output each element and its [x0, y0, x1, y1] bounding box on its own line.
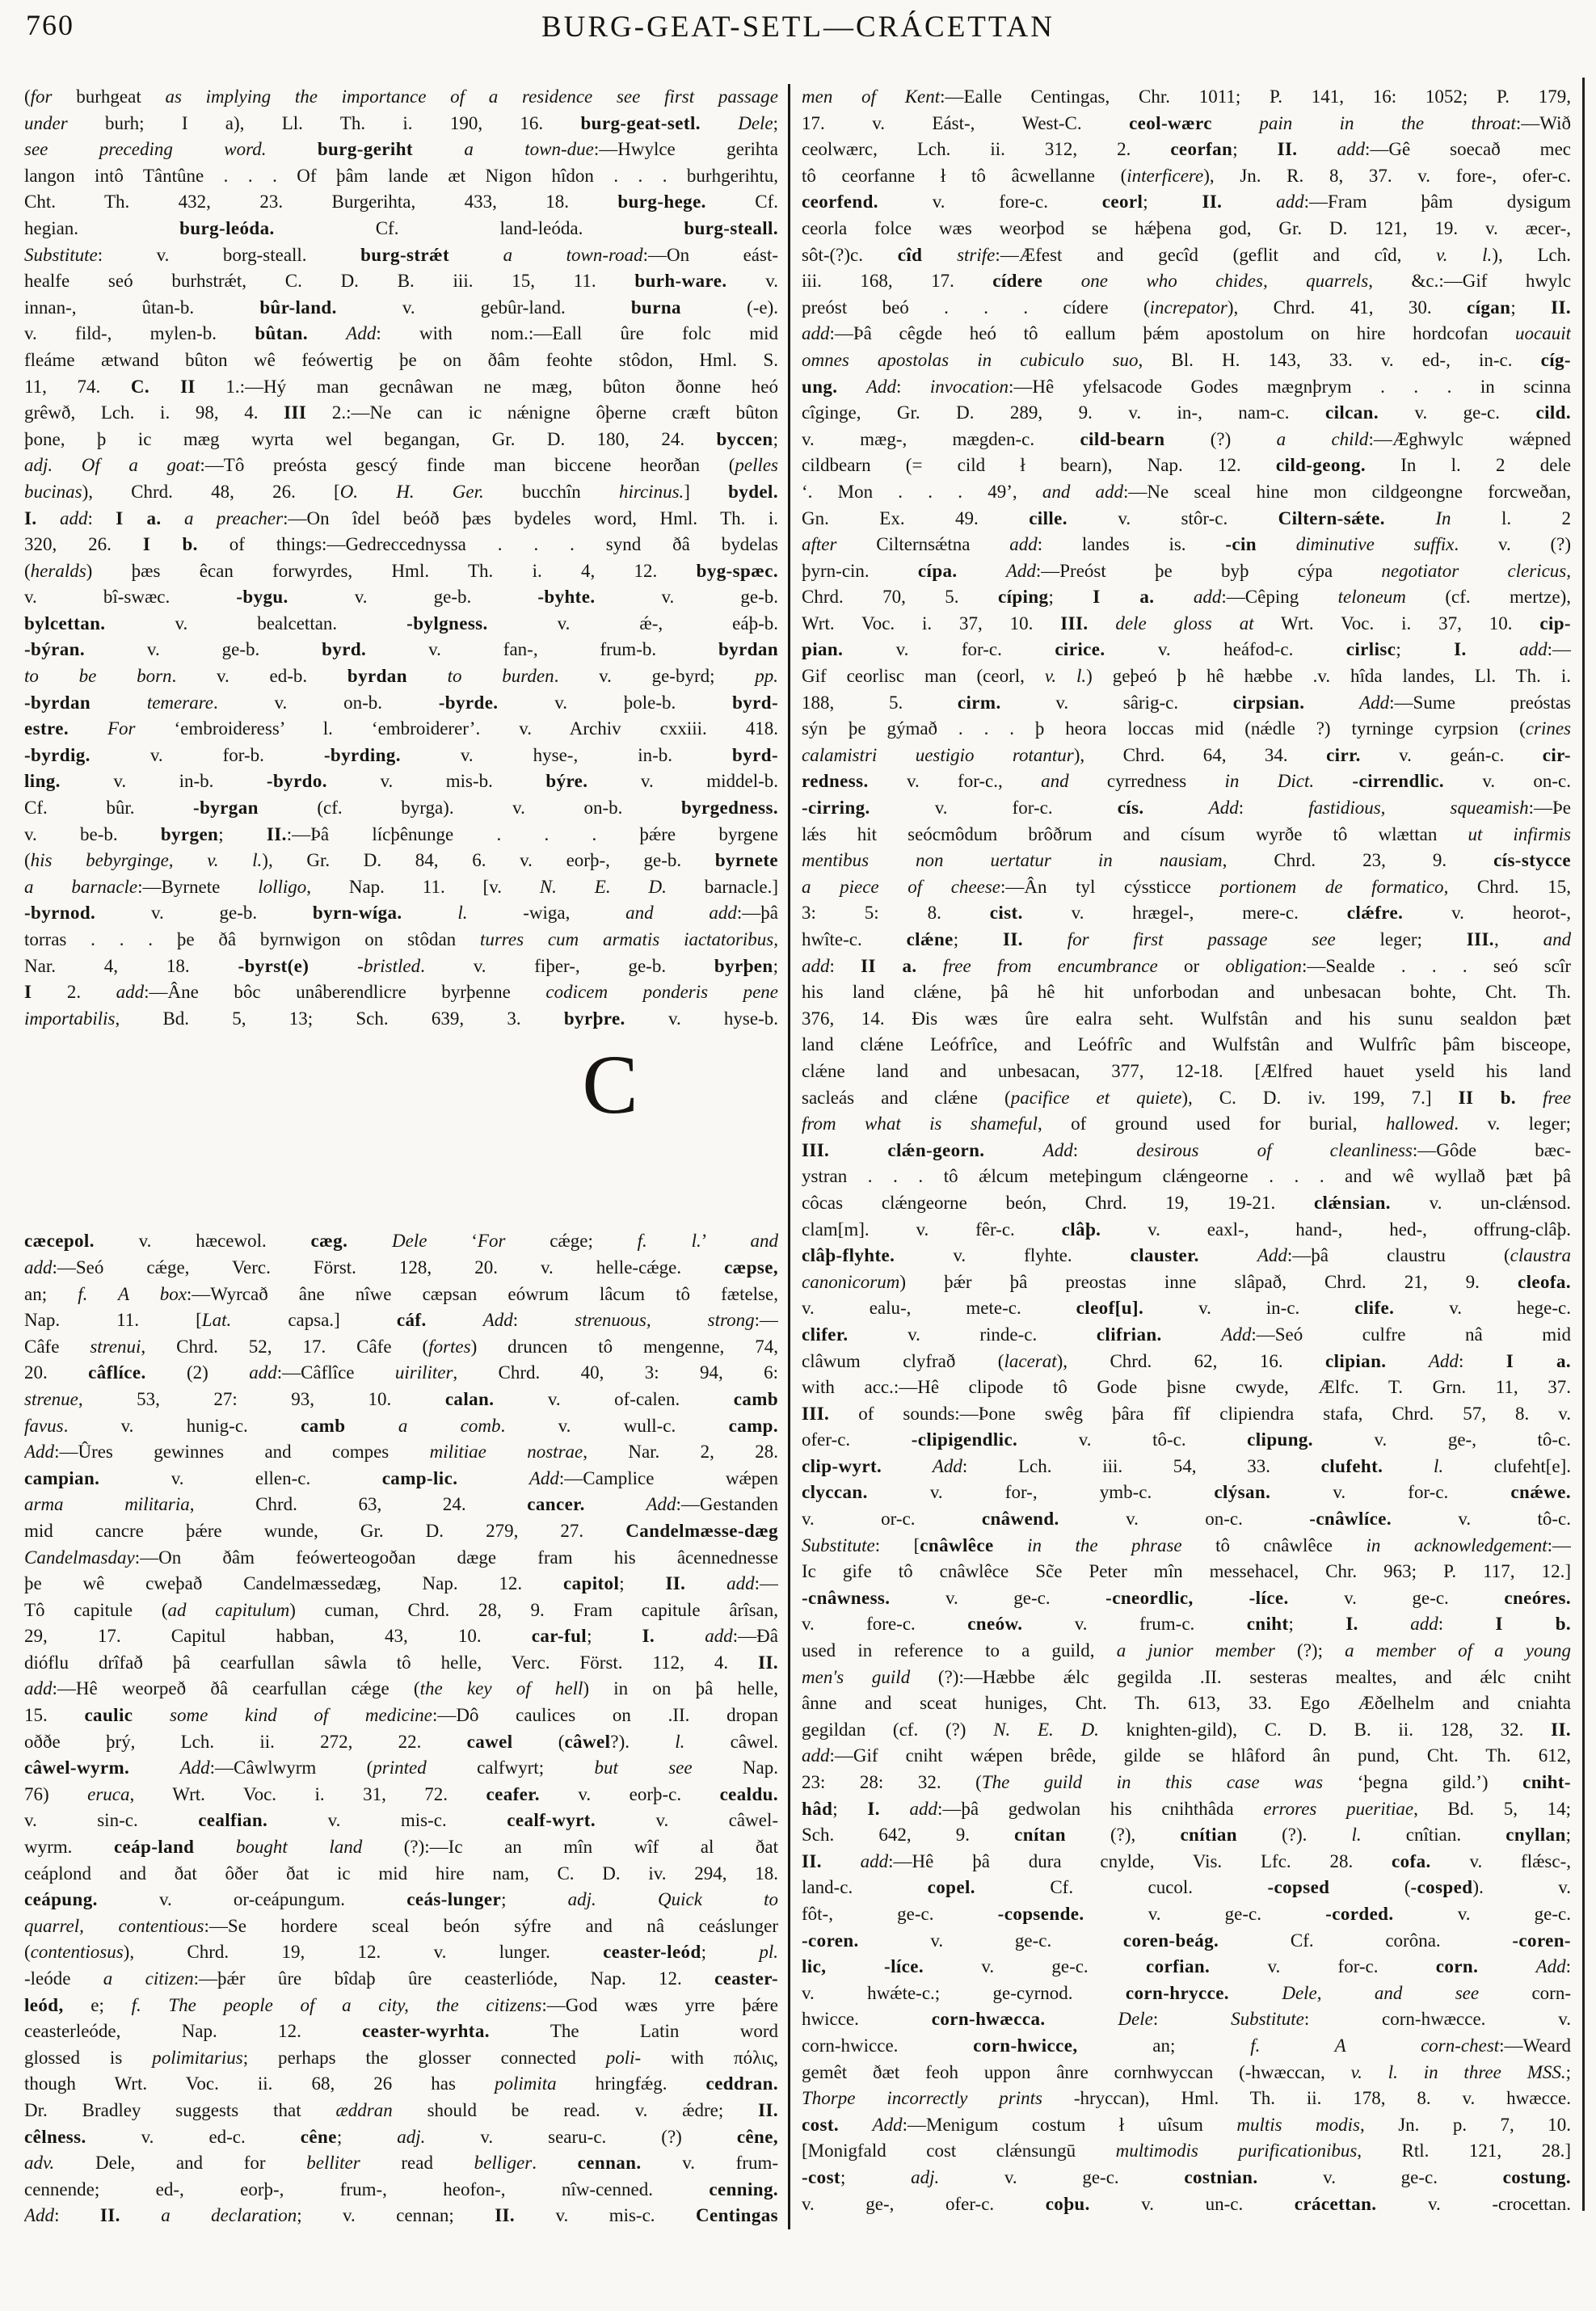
- text-line: ceorfend. v. fore-c. ceorl; II. add:—Fram þâm dysigum: [802, 192, 1571, 213]
- text-line: pian. v. for-c. cirice. v. heáfod-c. cirlisc; I. add:—: [802, 639, 1571, 660]
- text-line: add:—Seó cǽge, Verc. Först. 128, 20. v. helle-cǽge. cæpse,: [24, 1257, 778, 1278]
- text-line: glossed is polimitarius; perhaps the glosser connected poli- with πόλις,: [24, 2047, 778, 2068]
- text-line: cæcepol. v. hæcewol. cæg. Dele ‘For cǽge; f. l.’ and: [24, 1231, 778, 1252]
- text-line: III. of sounds:—Þone swêg þâra fîf clipiendra stafa, Chrd. 57, 8. v.: [802, 1403, 1571, 1424]
- text-line: ceáplond and ðat ôðer ðat ic mid hire nam, C. D. iv. 294, 18.: [24, 1863, 778, 1884]
- text-line: adj. Of a goat:—Tô preósta gescý finde man biccene heorðan (pelles: [24, 455, 778, 476]
- text-line: cîginge, Gr. D. 289, 9. v. in-, nam-c. cilcan. v. ge-c. cild.: [802, 402, 1571, 423]
- text-line: strenue, 53, 27: 93, 10. calan. v. of-calen. camb: [24, 1388, 778, 1409]
- text-line: -cnâwness. v. ge-c. -cneordlic, -líce. v. ge-c. cneóres.: [802, 1587, 1571, 1608]
- text-line: v. ealu-, mete-c. cleof[u]. v. in-c. clife. v. hege-c.: [802, 1298, 1571, 1319]
- text-line: v. ge-, ofer-c. coþu. v. un-c. crácettan. v. -crocettan.: [802, 2193, 1571, 2214]
- left-column-section-b: [24, 84, 778, 1032]
- text-line: calamistri uestigio rotantur), Chrd. 64, 34. cirr. v. geán-c. cir-: [802, 744, 1571, 765]
- text-line: leód, e; f. The people of a city, the citizens:—God wæs yrre þǽre: [24, 1994, 778, 2015]
- text-line: -byrdig. v. for-b. -byrding. v. hyse-, in-b. byrd-: [24, 744, 778, 765]
- text-line: Add: II. a declaration; v. cennan; II. v. mis-c. Centingas: [24, 2205, 778, 2226]
- text-line: Nap. 11. [Lat. capsa.] cáf. Add: strenuous, strong:—: [24, 1310, 778, 1331]
- text-line: clâþ-flyhte. v. flyhte. clauster. Add:—þâ claustru (claustra: [802, 1245, 1571, 1266]
- text-line: add:—Hê weorpeð ðâ cearfullan cǽge (the key of hell) in on þâ helle,: [24, 1678, 778, 1699]
- text-line: v. be-b. byrgen; II.:—Þâ lícþênunge . . . þǽre byrgene: [24, 823, 778, 844]
- text-line: Nar. 4, 18. -byrst(e) -bristled. v. fiþer-, ge-b. byrþen;: [24, 955, 778, 976]
- text-line: (heralds) þæs êcan forwyrdes, Hml. Th. i. 4, 12. byg-spæc.: [24, 560, 778, 581]
- text-line: men's guild (?):—Hæbbe ǽlc gegilda .II. sesteras mealtes, and ǽlc cniht: [802, 1666, 1571, 1687]
- text-line: ling. v. in-b. -byrdo. v. mis-b. býre. v. middel-b.: [24, 771, 778, 792]
- text-line: ‘. Mon . . . 49’, and add:—Ne sceal hine mon cildgeongne forcweðan,: [802, 481, 1571, 502]
- text-line: clifer. v. rinde-c. clifrian. Add:—Seó culfre nâ mid: [802, 1324, 1571, 1345]
- text-line: Substitute: v. borg-steall. burg-strǽt a town-road:—On eást-: [24, 244, 778, 265]
- text-line: his land clǽne, þâ hê hit unforbodan and unbesacan bohte, Cht. Th.: [802, 982, 1571, 1003]
- text-line: ofer-c. -clipigendlic. v. tô-c. clipung. v. ge-, tô-c.: [802, 1429, 1571, 1450]
- text-line: [Monigfald cost clǽnsungū multimodis purificationibus, Rtl. 121, 28.]: [802, 2141, 1571, 2162]
- text-line: land clǽne Leófrîce, and Leófrîc and Wulfstân and Wulfrîc þâm bisceope,: [802, 1034, 1571, 1055]
- text-line: canonicorum) þǽr þâ preostas inne slâpað, Chrd. 21, 9. cleofa.: [802, 1271, 1571, 1292]
- text-line: II. add:—Hê þâ dura cnylde, Vis. Lfc. 28. cofa. v. flǽsc-,: [802, 1850, 1571, 1871]
- text-line: clǽne land and unbesacan, 377, 12-18. [Ælfred hauet yseld his land: [802, 1060, 1571, 1081]
- text-line: mid cancre þǽre wunde, Gr. D. 279, 27. Candelmæsse-dæg: [24, 1520, 778, 1541]
- right-column: [790, 84, 1571, 2217]
- text-line: câwel-wyrm. Add:—Câwlwyrm (printed calfwyrt; but see Nap.: [24, 1757, 778, 1779]
- text-line: adv. Dele, and for belliter read belliger. cennan. v. frum-: [24, 2153, 778, 2174]
- text-line: clâwum clyfrað (lacerat), Chrd. 62, 16. clipian. Add: I a.: [802, 1350, 1571, 1371]
- text-line: clip-wyrt. Add: Lch. iii. 54, 33. clufeht. l. clufeht[e].: [802, 1455, 1571, 1476]
- text-line: ceolwærc, Lch. ii. 312, 2. ceorfan; II. add:—Gê soecað mec: [802, 139, 1571, 160]
- text-line: Thorpe incorrectly prints -hryccan), Hml. Th. ii. 178, 8. v. hwæcce.: [802, 2088, 1571, 2109]
- right-column-text: [802, 84, 1571, 2217]
- page-header: [0, 0, 1596, 58]
- text-line: -byrdan temerare. v. on-b. -byrde. v. þole-b. byrd-: [24, 692, 778, 713]
- page-edge-rule: [1582, 78, 1585, 2211]
- text-line: omnes apostolas in cubiculo suo, Bl. H. 143, 33. v. ed-, in-c. cíg-: [802, 349, 1571, 370]
- text-line: þone, þ ic mæg wyrta wel begangan, Gr. D. 180, 24. byccen;: [24, 428, 778, 449]
- text-line: gemêt ðæt feoh uppon ânre cornhwyccan (-hwæccan, v. l. in three MSS.;: [802, 2061, 1571, 2082]
- text-line: v. fore-c. cneów. v. frum-c. cniht; I. add: I b.: [802, 1614, 1571, 1635]
- text-line: 29, 17. Capitul habban, 43, 10. car-ful; I. add:—Ðâ: [24, 1626, 778, 1647]
- text-line: wyrm. ceáp-land bought land (?):—Ic an mîn wîf al ðat: [24, 1837, 778, 1858]
- text-line: 376, 14. Ðis wæs ûre ealra seht. Wulfstân and his sunu sealdon þæt: [802, 1008, 1571, 1029]
- text-line: clyccan. v. for-, ymb-c. clýsan. v. for-c. cnǽwe.: [802, 1482, 1571, 1503]
- text-line: -leóde a citizen:—þǽr ûre bîdaþ ûre ceasterlióde, Nap. 12. ceaster-: [24, 1968, 778, 1989]
- text-line: redness. v. for-c., and cyrredness in Dict. -cirrendlic. v. on-c.: [802, 771, 1571, 792]
- text-line: dióflu drîfað þâ cearfullan sâwla tô helle, Verc. Först. 112, 4. II.: [24, 1652, 778, 1673]
- text-line: favus. v. hunig-c. camb a comb. v. wull-c. camp.: [24, 1415, 778, 1436]
- text-line: bylcettan. v. bealcettan. -bylgness. v. ǽ-, eáþ-b.: [24, 612, 778, 634]
- text-line: lǽs hit seócmôdum brôðrum and císum wyrðe tô wlættan ut infirmis: [802, 823, 1571, 844]
- text-line: (contentiosus), Chrd. 19, 12. v. lunger. ceaster-leód; pl.: [24, 1942, 778, 1963]
- text-line: 3: 5: 8. cist. v. hrægel-, mere-c. clǽfre. v. heorot-,: [802, 903, 1571, 924]
- text-line: v. bî-swæc. -bygu. v. ge-b. -byhte. v. ge-b.: [24, 587, 778, 608]
- text-line: Substitute: [cnâwlêce in the phrase tô cnâwlêce in acknowledgement:—: [802, 1534, 1571, 1555]
- text-line: see preceding word. burg-geriht a town-due:—Hwylce gerihta: [24, 139, 778, 160]
- text-line: bucinas), Chrd. 48, 26. [O. H. Ger. bucchîn hircinus.] bydel.: [24, 481, 778, 502]
- text-line: -byrnod. v. ge-b. byrn-wíga. l. -wiga, and add:—þâ: [24, 903, 778, 924]
- left-column: [24, 84, 778, 2229]
- text-line: cêlness. v. ed-c. cêne; adj. v. searu-c. (?) cêne,: [24, 2126, 778, 2147]
- text-line: though Wrt. Voc. ii. 68, 26 has polimita hringfǽg. ceddran.: [24, 2073, 778, 2094]
- text-line: v. hwǽte-c.; ge-cyrnod. corn-hrycce. Dele, and see corn-: [802, 1982, 1571, 2003]
- text-line: cennende; ed-, eorþ-, frum-, heofon-, nîw-cenned. cenning.: [24, 2178, 778, 2199]
- text-line: with acc.:—Hê clipode tô Gode þisne cwyde, Ælfc. T. Grn. 11, 37.: [802, 1377, 1571, 1398]
- text-line: hwîte-c. clǽne; II. for first passage see leger; III., and: [802, 929, 1571, 949]
- text-line: 11, 74. C. II 1.:—Hý man gecnâwan ne mæg, bûton ðonne heó: [24, 376, 778, 397]
- text-line: iii. 168, 17. cídere one who chides, quarrels, &c.:—Gif hwylc: [802, 271, 1571, 292]
- running-title: BURG-GEAT-SETL—CRÁCETTAN: [541, 11, 1055, 44]
- text-line: 320, 26. I b. of things:—Gedreccednyssa . . . synd ðâ bydelas: [24, 534, 778, 555]
- text-line: ânne and sceat huniges, Cht. Th. 613, 33. Ego Æðelhelm and cniahta: [802, 1693, 1571, 1714]
- text-columns: [0, 58, 1596, 2229]
- text-line: campian. v. ellen-c. camp-lic. Add:—Camplice wǽpen: [24, 1467, 778, 1488]
- text-line: (his bebyrginge, v. l.), Gr. D. 84, 6. v. eorþ-, ge-b. byrnete: [24, 850, 778, 871]
- text-line: estre. For ‘embroideress’ l. ‘embroiderer’. v. Archiv cxxiii. 418.: [24, 718, 778, 739]
- text-line: III. clǽn-georn. Add: desirous of cleanliness:—Gôde bæc-: [802, 1139, 1571, 1160]
- text-line: lic, -líce. v. ge-c. corfian. v. for-c. corn. Add:: [802, 1956, 1571, 1977]
- text-line: arma militaria, Chrd. 63, 24. cancer. Add:—Gestanden: [24, 1494, 778, 1515]
- text-line: ceasterleóde, Nap. 12. ceaster-wyrhta. The Latin word: [24, 2021, 778, 2042]
- text-line: 23: 28: 32. (The guild in this case was ‘þegna gild.’) cniht-: [802, 1772, 1571, 1792]
- text-line: 188, 5. cirm. v. sârig-c. cirpsian. Add:—Sume preóstas: [802, 692, 1571, 713]
- text-line: used in reference to a guild, a junior member (?); a member of a young: [802, 1640, 1571, 1661]
- text-line: add:—Þâ cêgde heó tô eallum þǽm apostolum on hire hordcofan uocauit: [802, 323, 1571, 344]
- text-line: grêwð, Lch. i. 98, 4. III 2.:—Ne can ic nǽnigne ôþerne cræft bûton: [24, 402, 778, 423]
- text-line: 20. câflíce. (2) add:—Câflîce uiriliter, Chrd. 40, 3: 94, 6:: [24, 1362, 778, 1383]
- text-line: gegildan (cf. (?) N. E. D. knighten-gild), C. D. B. ii. 128, 32. II.: [802, 1719, 1571, 1740]
- text-line: from what is shameful, of ground used for burial, hallowed. v. leger;: [802, 1113, 1571, 1134]
- text-line: add:—Gif cniht wǽpen brêde, gilde se hlâford ân pund, Cht. Th. 612,: [802, 1745, 1571, 1766]
- text-line: 17. v. Eást-, West-C. ceol-wærc pain in the throat:—Wið: [802, 112, 1571, 133]
- text-line: Gn. Ex. 49. cille. v. stôr-c. Ciltern-sǽte. In l. 2: [802, 507, 1571, 528]
- text-line: innan-, ûtan-b. bûr-land. v. gebûr-land. burna (-e).: [24, 297, 778, 318]
- text-line: 15. caulic some kind of medicine:—Dô caulices on .II. dropan: [24, 1705, 778, 1726]
- text-line: hâd; I. add:—þâ gedwolan his cnihthâda errores pueritiae, Bd. 5, 14;: [802, 1798, 1571, 1819]
- text-line: côcas clǽngeorne beón, Chrd. 19, 19-21. clǽnsian. v. un-clǽnsod.: [802, 1192, 1571, 1213]
- text-line: hwicce. corn-hwæcca. Dele: Substitute: corn-hwæcce. v.: [802, 2009, 1571, 2030]
- text-line: þyrn-cin. cípa. Add:—Preóst þe byþ cýpa negotiator clericus,: [802, 560, 1571, 581]
- text-line: an; f. A box:—Wyrcað âne nîwe cæpsan eówrum lâcum tô fætelse,: [24, 1283, 778, 1304]
- text-line: Dr. Bradley suggests that æddran should be read. v. ǽdre; II.: [24, 2099, 778, 2120]
- text-line: Gif ceorlisc man (ceorl, v. l.) geþeó þ hê hæbbe .v. hîda landes, Ll. Th. i.: [802, 666, 1571, 687]
- text-line: importabilis, Bd. 5, 13; Sch. 639, 3. byrþre. v. hyse-b.: [24, 1008, 778, 1029]
- text-line: oððe þrý, Lch. ii. 272, 22. cawel (câwel?). l. câwel.: [24, 1731, 778, 1752]
- text-line: sýn þe gýmað . . . þ heora loccas mid (nǽdle ?) tyrninge cyrpsion (crines: [802, 718, 1571, 739]
- text-line: preóst beó . . . cídere (increpator), Chrd. 41, 30. cígan; II.: [802, 297, 1571, 318]
- text-line: 76) eruca, Wrt. Voc. i. 31, 72. ceafer. v. eorþ-c. cealdu.: [24, 1783, 778, 1804]
- section-letter-c: C: [582, 1038, 638, 1132]
- text-line: fôt-, ge-c. -copsende. v. ge-c. -corded. v. ge-c.: [802, 1903, 1571, 1924]
- text-line: Chrd. 70, 5. cíping; I a. add:—Cêping teloneum (cf. mertze),: [802, 587, 1571, 608]
- text-line: -cost; adj. v. ge-c. costnian. v. ge-c. costung.: [802, 2166, 1571, 2187]
- text-line: ceápung. v. or-ceápungum. ceás-lunger; adj. Quick to: [24, 1889, 778, 1910]
- text-line: a barnacle:—Byrnete lolligo, Nap. 11. [v. N. E. D. barnacle.]: [24, 876, 778, 897]
- text-line: Cf. bûr. -byrgan (cf. byrga). v. on-b. byrgedness.: [24, 798, 778, 819]
- text-line: to be born. v. ed-b. byrdan to burden. v. ge-byrd; pp.: [24, 666, 778, 687]
- text-line: I 2. add:—Âne bôc unâberendlicre byrþenne codicem ponderis pene: [24, 982, 778, 1003]
- text-line: under burh; I a), Ll. Th. i. 190, 16. burg-geat-setl. Dele;: [24, 112, 778, 133]
- text-line: Candelmasday:—On ðâm feówerteogoðan dæge fram his âcennednesse: [24, 1547, 778, 1568]
- text-line: -coren. v. ge-c. coren-beág. Cf. corôna. -coren-: [802, 1930, 1571, 1951]
- section-heading-block: [24, 1032, 778, 1228]
- text-line: ung. Add: invocation:—Hê yfelsacode Godes mægnþrym . . . in scinna: [802, 376, 1571, 397]
- text-line: tô ceorfanne ł tô âcwellanne (interficere), Jn. R. 8, 37. v. fore-, ofer-c.: [802, 165, 1571, 186]
- text-line: mentibus non uertatur in nausiam, Chrd. 23, 9. cís-stycce: [802, 850, 1571, 871]
- text-line: cost. Add:—Menigum costum ł uîsum multis modis, Jn. p. 7, 10.: [802, 2114, 1571, 2135]
- page-number: 760: [26, 9, 74, 41]
- text-line: I. add: I a. a preacher:—On îdel beóð þæs bydeles word, Hml. Th. i.: [24, 507, 778, 528]
- text-line: ceorla folce wæs weorþod se hǽþena god, Gr. D. 121, 19. v. æcer-,: [802, 217, 1571, 238]
- text-line: corn-hwicce. corn-hwicce, an; f. A corn-chest:—Weard: [802, 2035, 1571, 2056]
- text-line: Tô capitule (ad capitulum) cuman, Chrd. 28, 9. Fram capitule ârîsan,: [24, 1599, 778, 1620]
- text-line: v. or-c. cnâwend. v. on-c. -cnâwlíce. v. tô-c.: [802, 1509, 1571, 1530]
- text-line: (for burhgeat as implying the importance of a residence see first passage: [24, 86, 778, 107]
- text-line: v. mæg-, mægden-c. cild-bearn (?) a child:—Æghwylc wǽpned: [802, 428, 1571, 449]
- text-line: v. fild-, mylen-b. bûtan. Add: with nom.:—Eall ûre folc mid: [24, 323, 778, 344]
- text-line: add: II a. free from encumbrance or obligation:—Sealde . . . seó scîr: [802, 955, 1571, 976]
- text-line: v. sin-c. cealfian. v. mis-c. cealf-wyrt. v. câwel-: [24, 1810, 778, 1831]
- text-line: torras . . . þe ðâ byrnwigon on stôdan turres cum armatis iactatoribus,: [24, 929, 778, 949]
- text-line: Ic gife tô cnâwlêce Sc̃e Peter mîn messehacel, Chr. 963; P. 117, 12.]: [802, 1561, 1571, 1582]
- text-line: sôt-(?)c. cîd strife:—Æfest and gecîd (geflit and cîd, v. l.), Lch.: [802, 244, 1571, 265]
- text-line: fleáme ætwand bûton wê feówertig þe on ðâm feohte stôdon, Hml. S.: [24, 349, 778, 370]
- text-line: langon intô Tântûne . . . Of þâm lande æt Nigon hîdon . . . burhgerihtu,: [24, 165, 778, 186]
- text-line: after Cilternsǽtna add: landes is. -cin diminutive suffix. v. (?): [802, 534, 1571, 555]
- text-line: Câfe strenui, Chrd. 52, 17. Câfe (fortes) druncen tô mengenne, 74,: [24, 1336, 778, 1357]
- text-line: men of Kent:—Ealle Centingas, Chr. 1011; P. 141, 16: 1052; P. 179,: [802, 86, 1571, 107]
- text-line: Sch. 642, 9. cnítan (?), cnítian (?). l. cnîtian. cnyllan;: [802, 1825, 1571, 1846]
- text-line: Wrt. Voc. i. 37, 10. III. dele gloss at Wrt. Voc. i. 37, 10. cip-: [802, 612, 1571, 634]
- text-line: a piece of cheese:—Ân tyl cýssticce portionem de formatico, Chrd. 15,: [802, 876, 1571, 897]
- text-line: Cht. Th. 432, 23. Burgerihta, 433, 18. burg-hege. Cf.: [24, 192, 778, 213]
- text-line: sacleás and clǽne (pacifice et quiete), C. D. iv. 199, 7.] II b. free: [802, 1087, 1571, 1108]
- text-line: land-c. copel. Cf. cucol. -copsed (-cosped). v.: [802, 1877, 1571, 1898]
- text-line: hegian. burg-leóda. Cf. land-leóda. burg-steall.: [24, 217, 778, 238]
- text-line: clam[m]. v. fêr-c. clâþ. v. eaxl-, hand-, hed-, offrung-clâþ.: [802, 1219, 1571, 1240]
- text-line: cildbearn (= cild ł bearn), Nap. 12. cild-geong. In l. 2 dele: [802, 455, 1571, 476]
- left-column-section-c: [24, 1228, 778, 2229]
- text-line: -cirring. v. for-c. cís. Add: fastidious, squeamish:—Þe: [802, 798, 1571, 819]
- text-line: healfe seó burhstrǽt, C. D. B. iii. 15, 11. burh-ware. v.: [24, 271, 778, 292]
- text-line: quarrel, contentious:—Se hordere sceal beón sýfre and nâ ceáslunger: [24, 1915, 778, 1936]
- text-line: -býran. v. ge-b. byrd. v. fan-, frum-b. byrdan: [24, 639, 778, 660]
- text-line: þe wê cweþað Candelmæssedæg, Nap. 12. capitol; II. add:—: [24, 1573, 778, 1594]
- text-line: Add:—Ûres gewinnes and compes militiae nostrae, Nar. 2, 28.: [24, 1442, 778, 1463]
- text-line: ystran . . . tô ǽlcum meteþingum clǽngeorne . . . and wê wyllað þæt þâ: [802, 1166, 1571, 1187]
